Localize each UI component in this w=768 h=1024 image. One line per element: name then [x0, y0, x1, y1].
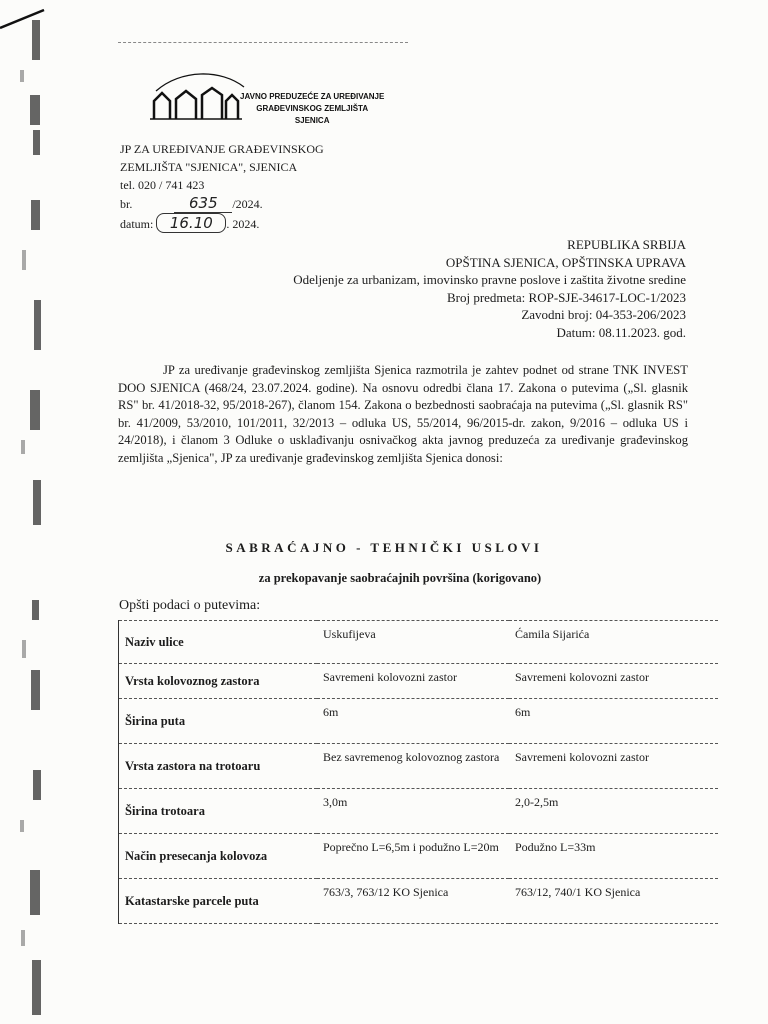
sender-phone: tel. 020 / 741 423 [120, 178, 205, 192]
table-cell: 3,0m [317, 789, 509, 834]
date-suffix: . 2024. [226, 217, 260, 231]
table-row-label: Način presecanja kolovoza [119, 834, 318, 879]
table-cell: 763/3, 763/12 KO Sjenica [317, 879, 509, 924]
sender-name-line-1: JP ZA UREĐIVANJE GRAĐEVINSKOG [120, 142, 324, 156]
intro-paragraph: JP za uređivanje građevinskog zemljišta Sjenica razmotrila je zahtev podnet od strane TNK INVEST DOO SJENICA (468/24, 23.07.2024. godine). Na osnovu odredbi člana 17. Zakona o putevima („Sl. glasnik RS" br. 41/2018-32, 95/2018-267), članom 154. Zakona o bezbednosti saobraćaja na putevima („Sl. glasnik RS" br. 41/2009, 53/2010, 101/2011, 32/2013 – odluka US, 55/2014, 96/2015-dr. zakon, 9/2016 – odluka US i 24/2018), i članom 3 Odluke o usklađivanju osnivačkog akta javnog preduzeća za uređivanje građevinskog zemljišta „Sjenica", JP za uređivanje građevinskog zemljišta Sjenica donosi: [118, 363, 688, 465]
table-cell: Podužno L=33m [509, 834, 718, 879]
table-cell: Savremeni kolovozni zastor [509, 744, 718, 789]
table-header-row [119, 621, 719, 664]
table-intro: Opšti podaci o putevima: [119, 598, 261, 613]
number-suffix: /2024. [232, 197, 263, 211]
table-header-cell: Naziv ulice [119, 621, 318, 664]
table-row [119, 789, 719, 834]
sender-number-line [120, 194, 324, 213]
roads-data-table [118, 620, 718, 924]
organization-stamp [118, 42, 408, 138]
sender-block [120, 140, 324, 233]
table-row [119, 664, 719, 699]
table-header-cell: Ćamila Sijarića [509, 621, 718, 664]
company-logo-icon [136, 61, 246, 131]
number-label: br. [120, 197, 133, 211]
table-row [119, 834, 719, 879]
table-row-label: Širina trotoara [119, 789, 318, 834]
table-cell: 2,0-2,5m [509, 789, 718, 834]
stamp-line-3: SJENICA [294, 116, 330, 125]
stamp-line-1: JAVNO PREDUZEĆE ZA UREĐIVANJE [240, 92, 385, 101]
table-row [119, 744, 719, 789]
table-row-label: Vrsta kolovoznog zastora [119, 664, 318, 699]
recipient-line-1: REPUBLIKA SRBIJA [567, 237, 686, 252]
handwritten-number: 635 [174, 194, 232, 213]
table-cell: 6m [317, 699, 509, 744]
table-cell: Savremeni kolovozni zastor [509, 664, 718, 699]
table-cell: Poprečno L=6,5m i podužno L=20m [317, 834, 509, 879]
table-cell: 6m [509, 699, 718, 744]
table-cell: 763/12, 740/1 KO Sjenica [509, 879, 718, 924]
table-cell: Bez savremenog kolovoznog zastora [317, 744, 509, 789]
table-row [119, 699, 719, 744]
recipient-line-2: OPŠTINA SJENICA, OPŠTINSKA UPRAVA [445, 254, 686, 270]
recipient-line-3: Odeljenje za urbanizam, imovinsko pravne poslove i zaštita životne sredine [293, 272, 686, 287]
scan-edge-artifact [0, 0, 50, 1024]
sender-date-line [120, 213, 324, 233]
recipient-block [293, 236, 686, 341]
table-row-label: Širina puta [119, 699, 318, 744]
date-label: datum: [120, 217, 154, 231]
document-date: Datum: 08.11.2023. god. [556, 324, 686, 340]
document-subtitle: za prekopavanje saobraćajnih površina (korigovano) [258, 571, 542, 585]
table-header-cell: Uskufijeva [317, 621, 509, 664]
table-row-label: Vrsta zastora na trotoaru [119, 744, 318, 789]
table-row-label: Katastarske parcele puta [119, 879, 318, 924]
sender-name-line-2: ZEMLJIŠTA "SJENICA", SJENICA [120, 160, 298, 174]
document-title: SABRAĆAJNO - TEHNIČKI USLOVI [225, 540, 543, 555]
stamp-line-2: GRAĐEVINSKOG ZEMLJIŠTA [256, 104, 369, 113]
handwritten-date: 16.10 [156, 213, 226, 233]
registry-number: Zavodni broj: 04-353-206/2023 [521, 307, 686, 322]
case-number: Broj predmeta: ROP-SJE-34617-LOC-1/2023 [446, 289, 686, 305]
table-cell: Savremeni kolovozni zastor [317, 664, 509, 699]
stamp-text [240, 91, 384, 127]
table-row [119, 879, 719, 924]
